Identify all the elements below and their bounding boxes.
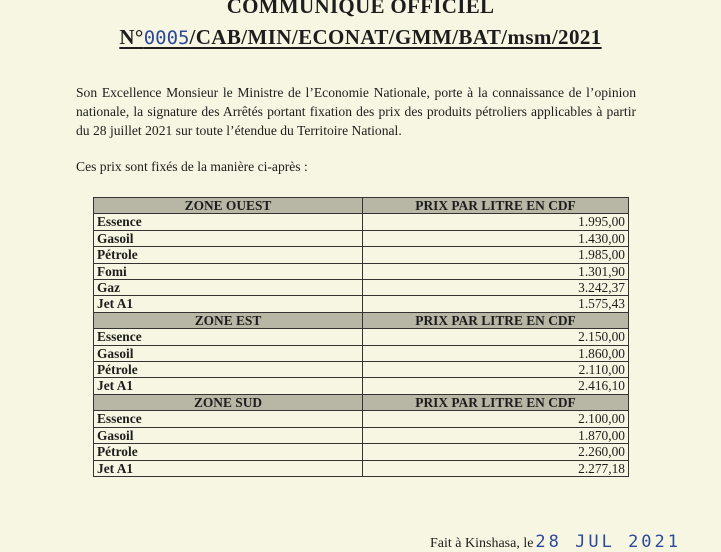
product-name: Pétrole (94, 247, 363, 263)
price-column-header: PRIX PAR LITRE EN CDF (363, 198, 629, 214)
product-price: 1.575,43 (363, 296, 629, 312)
product-name: Gasoil (94, 427, 363, 443)
prices-intro: Ces prix sont fixés de la manière ci-après : (76, 159, 308, 174)
price-column-header: PRIX PAR LITRE EN CDF (363, 312, 629, 328)
zone-name: ZONE SUD (94, 394, 363, 410)
table-row (94, 345, 629, 361)
handwritten-date-stamp: 28 JUL 2021 (535, 532, 682, 552)
table-row (94, 460, 629, 476)
table-row (94, 280, 629, 296)
product-name: Jet A1 (94, 296, 363, 312)
table-row (94, 444, 629, 460)
product-name: Gasoil (94, 230, 363, 246)
place-text: Fait à Kinshasa, le (430, 536, 534, 551)
document-title: COMMUNIQUE OFFICIEL (226, 0, 495, 18)
product-price: 1.860,00 (363, 345, 629, 361)
table-row (94, 329, 629, 345)
product-price: 1.430,00 (363, 230, 629, 246)
product-name: Gasoil (94, 345, 363, 361)
table-row (94, 296, 629, 312)
product-price: 2.110,00 (363, 362, 629, 378)
zone-header-row (94, 312, 629, 328)
signature-place-date (430, 532, 681, 552)
product-price: 2.260,00 (363, 444, 629, 460)
reference-number (0, 25, 721, 50)
product-price: 2.150,00 (363, 329, 629, 345)
product-price: 1.870,00 (363, 427, 629, 443)
product-name: Pétrole (94, 444, 363, 460)
table-row (94, 230, 629, 246)
product-name: Fomi (94, 263, 363, 279)
product-price: 2.416,10 (363, 378, 629, 394)
table-row (94, 263, 629, 279)
product-name: Essence (94, 329, 363, 345)
reference-prefix: N° (119, 25, 144, 49)
table-row (94, 411, 629, 427)
product-price: 1.995,00 (363, 214, 629, 230)
product-name: Gaz (94, 280, 363, 296)
product-name: Jet A1 (94, 378, 363, 394)
product-price: 3.242,37 (363, 280, 629, 296)
zone-name: ZONE EST (94, 312, 363, 328)
table-row (94, 247, 629, 263)
product-price: 1.301,90 (363, 263, 629, 279)
price-column-header: PRIX PAR LITRE EN CDF (363, 394, 629, 410)
table-row (94, 427, 629, 443)
product-name: Pétrole (94, 362, 363, 378)
product-name: Essence (94, 214, 363, 230)
product-price: 1.985,00 (363, 247, 629, 263)
handwritten-reference-number: 0005 (143, 27, 190, 49)
product-name: Jet A1 (94, 460, 363, 476)
announcement-paragraph: Son Excellence Monsieur le Ministre de l’Economie Nationale, porte à la connaissance de l’opinion nationale, la signature des Arrêtés portant fixation des prix des produits pétroliers applicables à partir du 28 juillet 2021 sur toute l’étendue du Territoire National. (76, 85, 636, 138)
zone-header-row (94, 198, 629, 214)
table-row (94, 214, 629, 230)
zone-header-row (94, 394, 629, 410)
fuel-price-table (93, 197, 629, 477)
product-price: 2.277,18 (363, 460, 629, 476)
reference-suffix: /CAB/MIN/ECONAT/GMM/BAT/msm/2021 (189, 25, 602, 49)
product-price: 2.100,00 (363, 411, 629, 427)
zone-name: ZONE OUEST (94, 198, 363, 214)
product-name: Essence (94, 411, 363, 427)
table-row (94, 378, 629, 394)
table-row (94, 362, 629, 378)
